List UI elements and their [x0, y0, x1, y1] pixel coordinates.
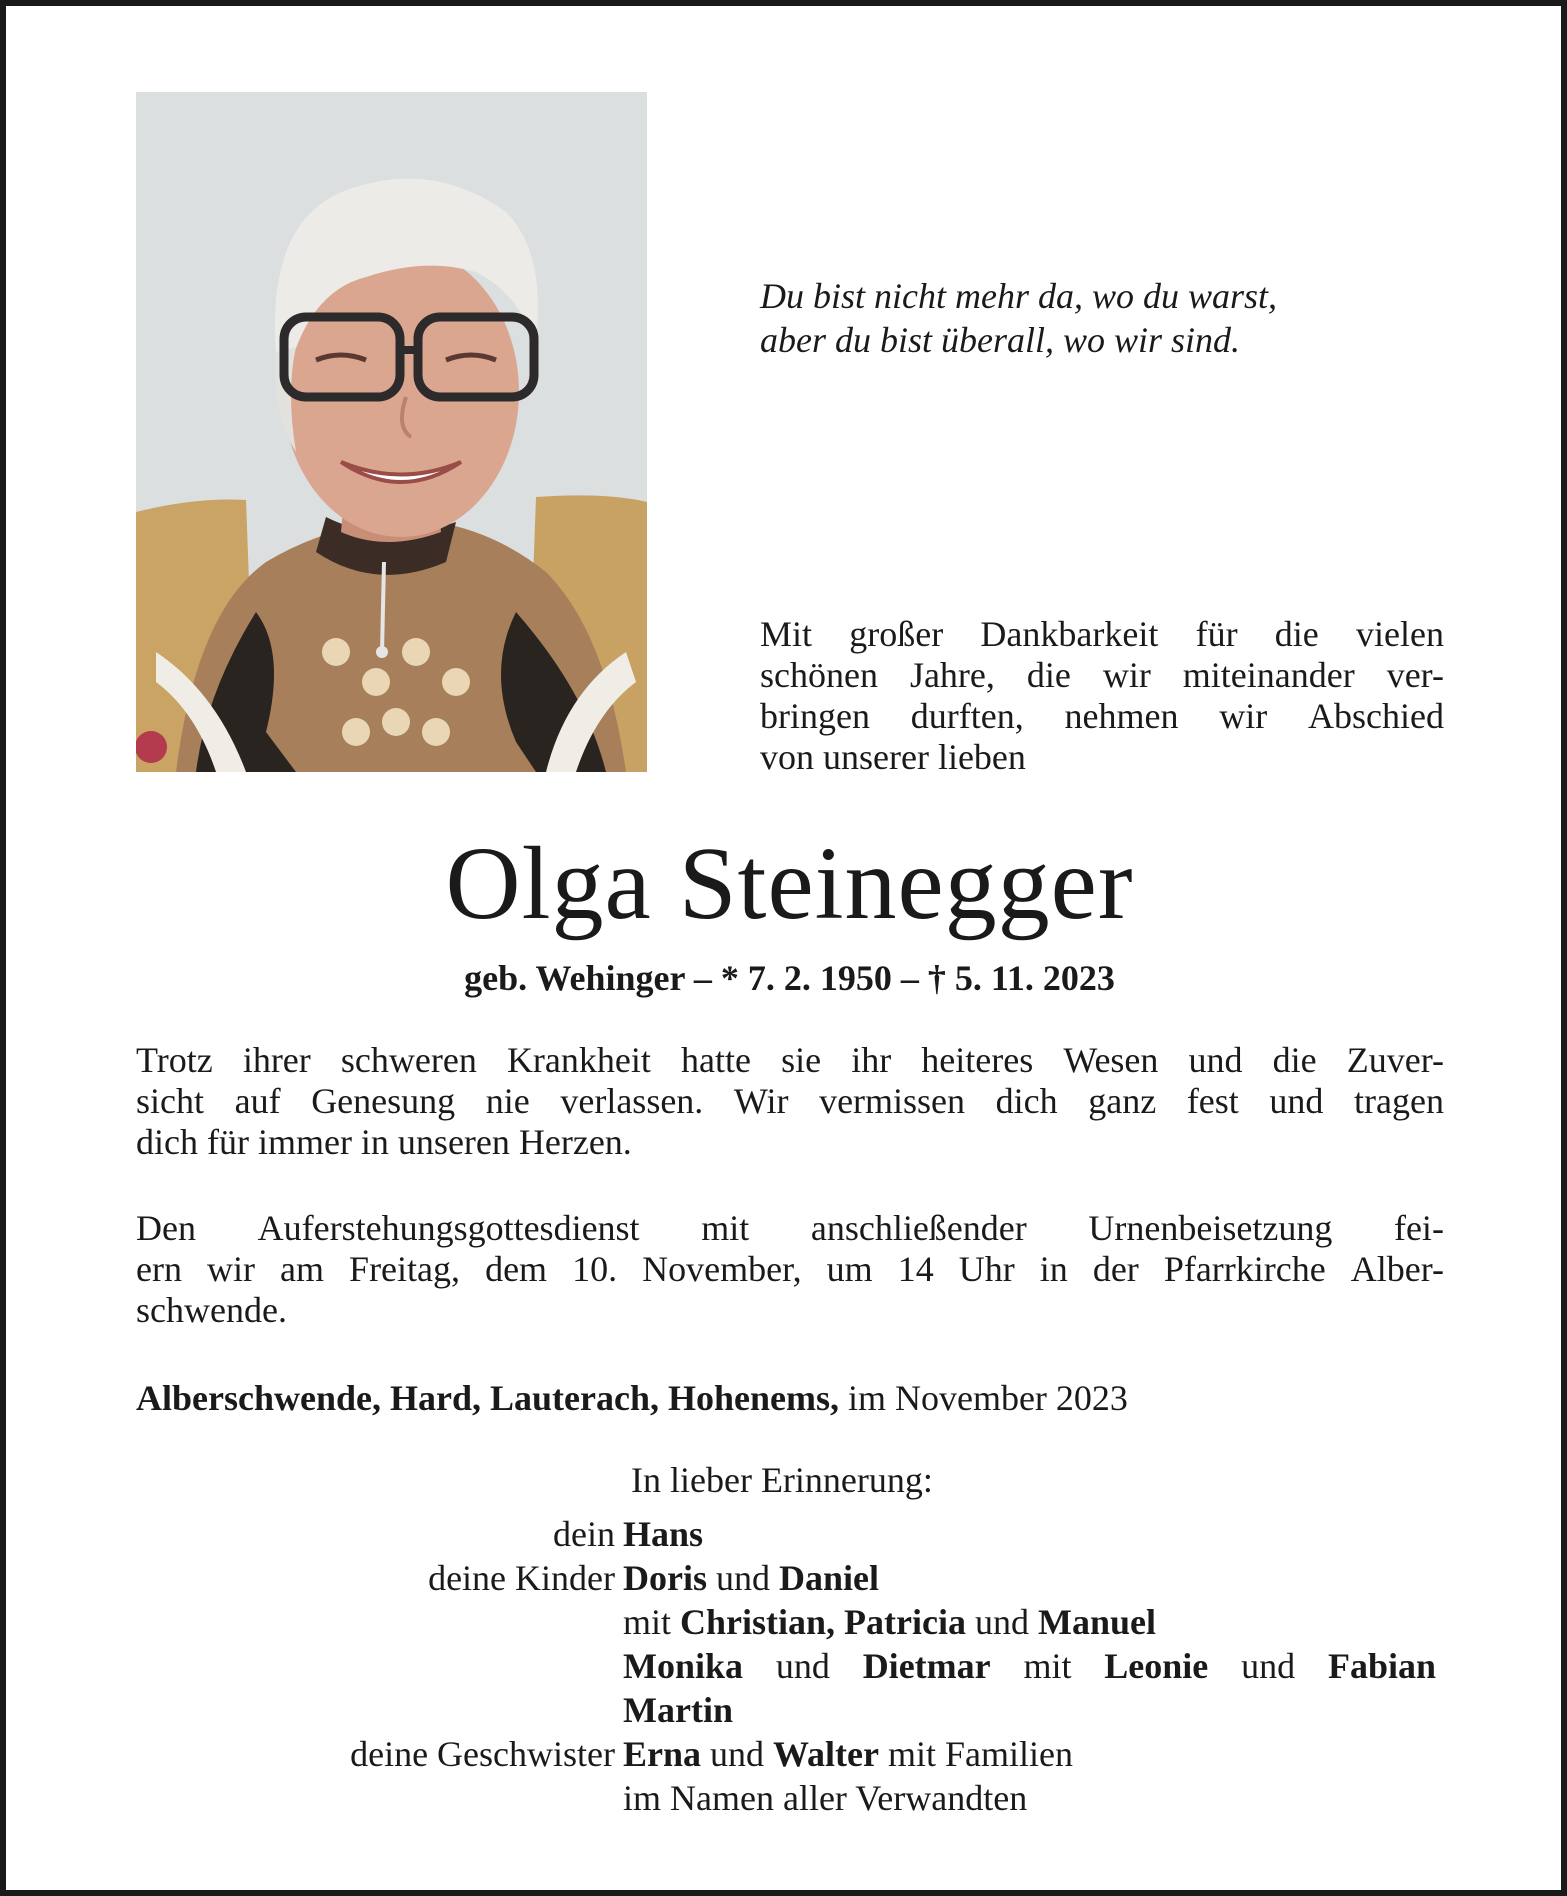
- word: Freitag,: [349, 1249, 461, 1289]
- word: großer: [849, 614, 944, 654]
- signer-name: Christian, Patricia: [680, 1602, 966, 1642]
- word: für: [1195, 614, 1238, 654]
- signer-name: Erna: [623, 1734, 702, 1774]
- intro-line: [760, 696, 1444, 737]
- word: dich: [995, 1081, 1058, 1121]
- closing-line: im Namen aller Verwandten: [623, 1778, 1028, 1818]
- paragraph-service: [136, 1208, 1444, 1331]
- paragraph-line: [136, 1249, 1444, 1290]
- word: fei-: [1393, 1208, 1444, 1248]
- word: Dankbarkeit: [980, 614, 1159, 654]
- word: ihr: [851, 1040, 892, 1080]
- word: nehmen: [1064, 696, 1179, 736]
- word: fest: [1186, 1081, 1239, 1121]
- word: ern: [136, 1249, 182, 1289]
- intro-line: [760, 614, 1444, 655]
- word: Wir: [733, 1081, 789, 1121]
- word: um: [826, 1249, 873, 1289]
- paragraph-illness: [136, 1040, 1444, 1163]
- signer-name: Daniel: [779, 1558, 880, 1598]
- signer-name: Dietmar: [862, 1646, 991, 1686]
- connector: und: [775, 1646, 830, 1686]
- connector: mit: [1023, 1646, 1072, 1686]
- signer-name: Walter: [773, 1734, 879, 1774]
- signer-label: deine Kinder: [428, 1558, 615, 1598]
- signer-row: [6, 1556, 1567, 1600]
- word: miteinander: [1182, 655, 1355, 695]
- word: sie: [781, 1040, 822, 1080]
- quote-line-1: Du bist nicht mehr da, wo du warst,: [760, 276, 1278, 316]
- connector: und: [716, 1558, 770, 1598]
- signer-row: [6, 1512, 1567, 1556]
- word: mit: [701, 1208, 750, 1248]
- word: Uhr: [958, 1249, 1015, 1289]
- word: nie: [485, 1081, 530, 1121]
- signer-name: Leonie: [1104, 1646, 1209, 1686]
- signer-row: [6, 1776, 1567, 1820]
- signer-name: Martin: [623, 1690, 733, 1730]
- connector: mit Familien: [887, 1734, 1073, 1774]
- word: am: [280, 1249, 325, 1289]
- signer-row: [6, 1644, 1567, 1688]
- intro-line: [760, 737, 1444, 778]
- word: Genesung: [311, 1081, 456, 1121]
- word: Jahre,: [909, 655, 995, 695]
- word: sicht: [136, 1081, 204, 1121]
- word: Den: [136, 1208, 196, 1248]
- connector: und: [710, 1734, 765, 1774]
- word: schwende.: [136, 1290, 287, 1330]
- word: von unserer lieben: [760, 737, 1026, 777]
- word: ihrer: [242, 1040, 311, 1080]
- word: 14: [897, 1249, 934, 1289]
- word: auf: [234, 1081, 281, 1121]
- paragraph-line: [136, 1122, 1444, 1163]
- word: tragen: [1354, 1081, 1444, 1121]
- word: bringen: [760, 696, 870, 736]
- word: wir: [1102, 655, 1151, 695]
- connector: und: [1241, 1646, 1296, 1686]
- month-year: im November 2023: [838, 1378, 1128, 1418]
- word: Trotz: [136, 1040, 213, 1080]
- word: und: [1269, 1081, 1324, 1121]
- memory-heading: In lieber Erinnerung:: [631, 1460, 933, 1500]
- deceased-dates: geb. Wehinger – * 7. 2. 1950 – † 5. 11. 2023: [464, 958, 1115, 998]
- word: die: [1026, 655, 1071, 695]
- signer-name: Fabian: [1327, 1646, 1436, 1686]
- word: Abschied: [1308, 696, 1444, 736]
- word: heiteres: [921, 1040, 1034, 1080]
- word: verlassen.: [560, 1081, 704, 1121]
- memorial-quote: [760, 274, 1480, 362]
- word: dem: [485, 1249, 548, 1289]
- signer-name: Manuel: [1037, 1602, 1156, 1642]
- word: November,: [642, 1249, 802, 1289]
- quote-line-2: aber du bist überall, wo wir sind.: [760, 320, 1241, 360]
- places-and-date: [136, 1376, 1476, 1420]
- word: Pfarrkirche: [1163, 1249, 1326, 1289]
- signer-label: deine Geschwister: [350, 1734, 615, 1774]
- paragraph-line: [136, 1081, 1444, 1122]
- word: hatte: [681, 1040, 751, 1080]
- paragraph-line: [136, 1208, 1444, 1249]
- word: durften,: [910, 696, 1024, 736]
- word: wir: [207, 1249, 255, 1289]
- word: Urnenbeisetzung: [1088, 1208, 1333, 1248]
- word: der: [1092, 1249, 1139, 1289]
- portrait-photo: [136, 92, 647, 772]
- word: Zuver-: [1346, 1040, 1444, 1080]
- word: schweren: [340, 1040, 477, 1080]
- word: ganz: [1088, 1081, 1157, 1121]
- signer-row: [6, 1732, 1567, 1776]
- word: ver-: [1386, 655, 1444, 695]
- word: 10.: [572, 1249, 618, 1289]
- signers-list: [6, 1512, 1567, 1820]
- word: dich für immer in unseren Herzen.: [136, 1122, 632, 1162]
- places: Alberschwende, Hard, Lauterach, Hohenems,: [136, 1378, 839, 1418]
- word: die: [1274, 614, 1319, 654]
- signer-name: Monika: [623, 1646, 744, 1686]
- paragraph-line: [136, 1040, 1444, 1081]
- intro-line: [760, 655, 1444, 696]
- signer-row: [6, 1600, 1567, 1644]
- signer-name: Doris: [623, 1558, 707, 1598]
- word: vielen: [1355, 614, 1444, 654]
- word: Auferstehungsgottesdienst: [257, 1208, 640, 1248]
- word: vermissen: [819, 1081, 966, 1121]
- signer-label: dein: [553, 1514, 615, 1554]
- connector: mit: [623, 1602, 672, 1642]
- word: anschließender: [810, 1208, 1027, 1248]
- word: Alber-: [1350, 1249, 1444, 1289]
- signer-row: [6, 1688, 1567, 1732]
- word: die: [1272, 1040, 1317, 1080]
- word: Wesen: [1063, 1040, 1159, 1080]
- word: wir: [1219, 696, 1268, 736]
- signer-name: Hans: [623, 1514, 704, 1554]
- intro-text: [760, 614, 1444, 778]
- word: Mit: [760, 614, 813, 654]
- word: schönen: [760, 655, 878, 695]
- word: Krankheit: [506, 1040, 651, 1080]
- paragraph-line: [136, 1290, 1444, 1331]
- connector: und: [974, 1602, 1029, 1642]
- deceased-name: Olga Steinegger: [445, 826, 1134, 941]
- word: in: [1039, 1249, 1068, 1289]
- word: und: [1188, 1040, 1243, 1080]
